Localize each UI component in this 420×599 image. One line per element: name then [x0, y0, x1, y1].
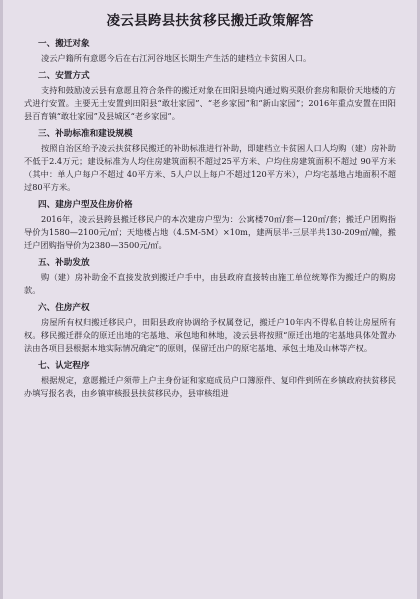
- section-paragraph: 2016年，凌云县跨县搬迁移民户的本次建房户型为：公寓楼70㎡/套—120㎡/套；搬迁户团购指导价为1580—2100元/㎡；天地楼占地（4.5M-5M）×10m，建两层半-三层半共130-209㎡/幢，搬迁户团购指导价为2380—3500元/㎡。: [24, 214, 396, 250]
- section-paragraph: 房屋所有权归搬迁移民户，田阳县政府协调给予权属登记，搬迁户10年内不得私自转让房屋所有权。移民搬迁群众的原迁出地的宅基地、承包地和林地，凌云县将按照“原迁出地的宅基地具体处置办法由各项目县根据本地实际情况确定”的原则，保留迁出户的原宅基地、承包土地及山林等产权。: [24, 317, 396, 353]
- section-resettlement-method: [24, 70, 396, 123]
- section-subsidy-standard: [24, 128, 396, 194]
- section-target: [24, 38, 396, 65]
- section-paragraph: 按照自治区给予凌云扶贫移民搬迁的补助标准进行补助，即建档立卡贫困人口人均购（建）房补助不低于2.4万元；建设标准为人均住房建筑面积不超过25平方米、户均住房建筑面积不超过 90平方米（其中：单人户每户不超过 40平方米、5人户以上每户不超过120平方米），户均宅基地占地面积不超过80平方米。: [24, 143, 396, 192]
- section-heading: 一、搬迁对象: [38, 39, 90, 49]
- section-paragraph: 根据规定，意愿搬迁户须带上户主身份证和家庭成员户口簿原件、复印件到所在乡镇政府扶贫移民办填写报名表，由乡镇审核报县扶贫移民办，县审核组进: [24, 375, 396, 398]
- section-heading: 二、安置方式: [38, 71, 90, 81]
- section-heading: 七、认定程序: [38, 361, 90, 371]
- document-title: 凌云县跨县扶贫移民搬迁政策解答: [106, 13, 314, 29]
- section-property-rights: [24, 302, 396, 355]
- section-subsidy-payment: [24, 257, 396, 297]
- section-heading: 三、补助标准和建设规模: [38, 129, 133, 139]
- page-edge-left: [0, 0, 3, 599]
- section-heading: 四、建房户型及住房价格: [38, 200, 133, 210]
- section-certification-procedure: [24, 360, 396, 400]
- section-paragraph: 购（建）房补助金不直接发放到搬迁户手中，由县政府直接转由施工单位统筹作为搬迁户的购房款。: [24, 272, 396, 295]
- section-heading: 五、补助发放: [38, 258, 90, 268]
- section-heading: 六、住房产权: [38, 303, 90, 313]
- section-housing-type-price: [24, 199, 396, 252]
- section-paragraph: 支持和鼓励凌云县有意愿且符合条件的搬迁对象在田阳县境内通过购买限价套房和限价天地楼的方式进行安置。主要无土安置到田阳县“敢壮家园”、“老乡家园”和“新山家园”；2016年重点安置在田阳县百育镇“敢壮家园”及县城区“老乡家园”。: [24, 85, 396, 121]
- document-body: [24, 38, 396, 400]
- section-paragraph: 凌云户籍所有意愿今后在右江河谷地区长期生产生活的建档立卡贫困人口。: [41, 53, 312, 63]
